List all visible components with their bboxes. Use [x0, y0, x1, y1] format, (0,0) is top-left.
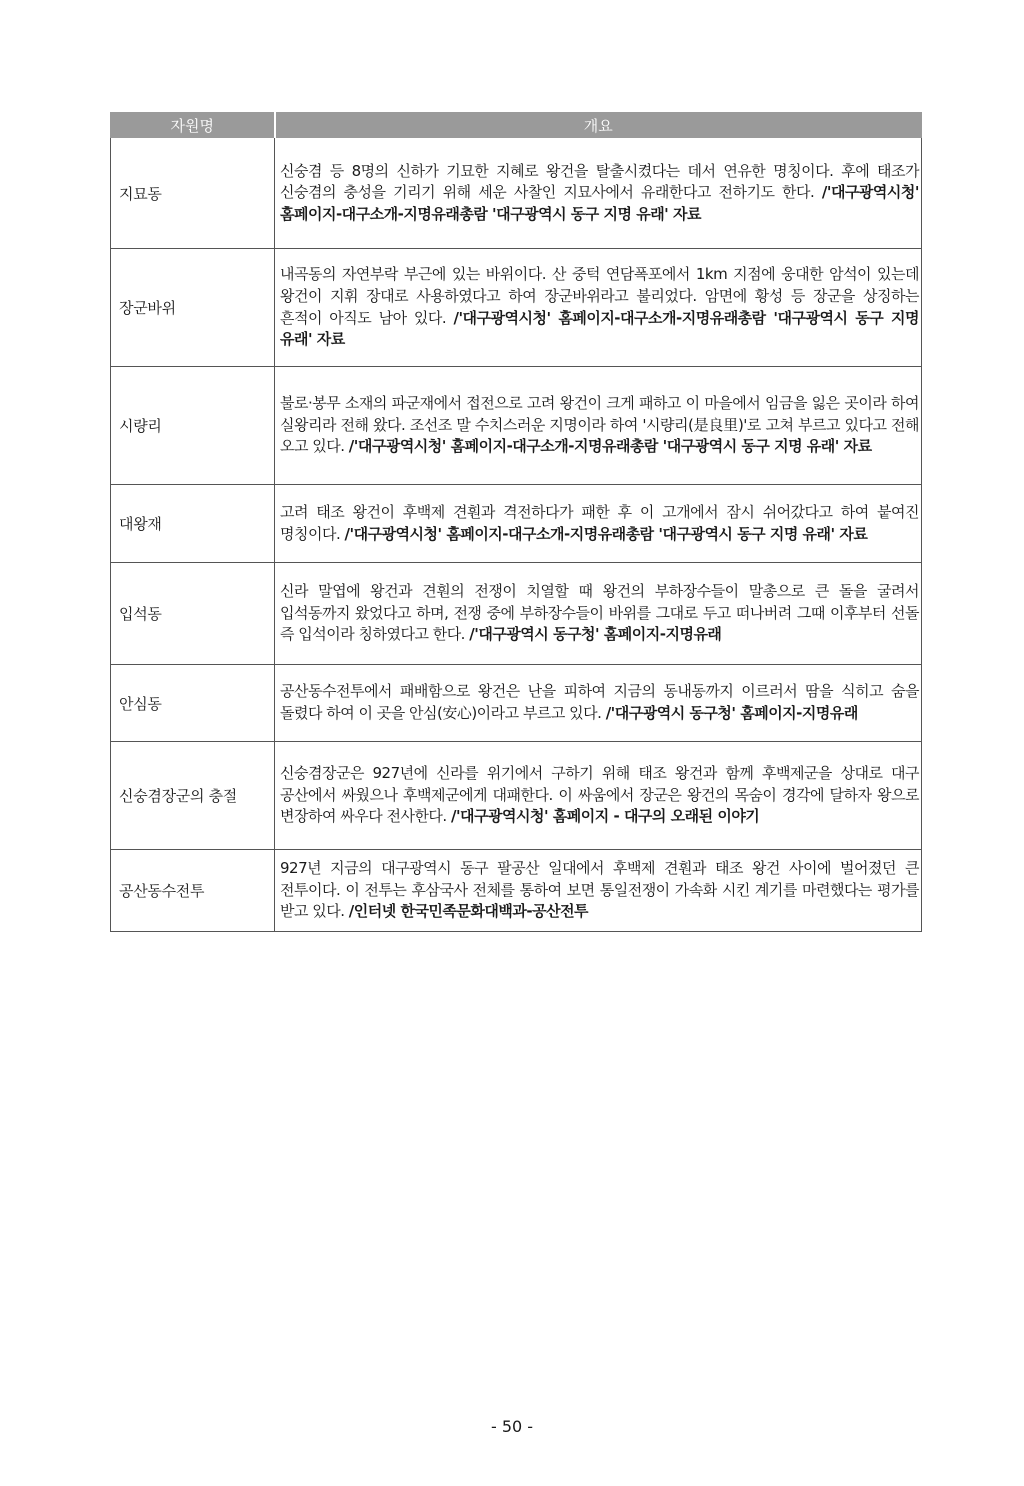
table-row — [111, 563, 922, 665]
resource-table — [110, 112, 922, 932]
table-header-row — [111, 113, 922, 138]
source-citation: /'대구광역시 동구청' 홈페이지-지명유래 — [605, 704, 858, 722]
table-row — [111, 485, 922, 563]
resource-name: 입석동 — [111, 563, 275, 665]
page-number: - 50 - — [490, 1417, 534, 1436]
overview-text: 불로·봉무 소재의 파군재에서 접전으로 고려 왕건이 크게 패하고 이 마을에서 임금을 잃은 곳이라 하여 실왕리라 전해 왔다. 조선조 말 수치스러운 지명이라 하여 '시량리(是良里)'로 고쳐 부르고 있다고 전해 오고 있다. — [280, 394, 919, 456]
resource-overview — [275, 563, 922, 665]
header-overview: 개요 — [275, 113, 922, 138]
source-citation: /'대구광역시청' 홈페이지-대구소개-지명유래총람 '대구광역시 동구 지명 유래' 자료 — [344, 524, 868, 543]
overview-text: 공산동수전투에서 패배함으로 왕건은 난을 피하여 지금의 동내동까지 이르러서 땀을 식히고 숨을 돌렸다 하여 이 곳을 안심(安心)이라고 부르고 있다. — [280, 682, 919, 722]
resource-name: 공산동수전투 — [111, 850, 275, 932]
source-citation: /'대구광역시 동구청' 홈페이지-지명유래 — [469, 625, 722, 644]
overview-text: 고려 태조 왕건이 후백제 견훤과 격전하다가 패한 후 이 고개에서 잠시 쉬어갔다고 하여 붙여진 명칭이다. — [280, 502, 919, 543]
resource-overview — [275, 138, 922, 249]
table-row — [111, 138, 922, 249]
source-citation: /'대구광역시청' 홈페이지-대구소개-지명유래총람 '대구광역시 동구 지명 유래' 자료 — [280, 183, 919, 223]
overview-text: 내곡동의 자연부락 부근에 있는 바위이다. 산 중턱 연담폭포에서 1km 지점에 웅대한 암석이 있는데 왕건이 지휘 장대로 사용하였다고 하여 장군바위라고 불리었다. 암면에 황성 등 장군을 상징하는 흔적이 아직도 남아 있다. — [280, 265, 919, 327]
resource-name: 시량리 — [111, 367, 275, 485]
table-row — [111, 249, 922, 367]
resource-name: 신숭겸장군의 충절 — [111, 742, 275, 850]
table-row — [111, 742, 922, 850]
resource-name: 지묘동 — [111, 138, 275, 249]
resource-name: 안심동 — [111, 665, 275, 742]
resource-overview — [275, 485, 922, 563]
resource-overview — [275, 665, 922, 742]
table-row — [111, 850, 922, 932]
overview-text: 신라 말엽에 왕건과 견훤의 전쟁이 치열할 때 왕건의 부하장수들이 말총으로 큰 돌을 굴려서 입석동까지 왔었다고 하며, 전쟁 중에 부하장수들이 바위를 그대로 두고 떠나버려 그때 이후부터 선돌 즉 입석이라 칭하였다고 한다. — [280, 582, 919, 644]
resource-name: 대왕재 — [111, 485, 275, 563]
table-row — [111, 665, 922, 742]
resource-overview — [275, 249, 922, 367]
source-citation: /'대구광역시청' 홈페이지-대구소개-지명유래총람 '대구광역시 동구 지명 유래' 자료 — [280, 308, 919, 349]
header-resource-name: 자원명 — [111, 113, 275, 138]
overview-text: 927년 지금의 대구광역시 동구 팔공산 일대에서 후백제 견훤과 태조 왕건 사이에 벌어졌던 큰 전투이다. 이 전투는 후삼국사 전체를 통하여 보면 통일전쟁이 가속화 시킨 계기를 마련했다는 평가를 받고 있다. — [280, 859, 919, 921]
resource-name: 장군바위 — [111, 249, 275, 367]
overview-text: 신숭겸장군은 927년에 신라를 위기에서 구하기 위해 태조 왕건과 함께 후백제군을 상대로 대구 공산에서 싸웠으나 후백제군에게 대패한다. 이 싸움에서 장군은 왕건의 목숨이 경각에 달하자 왕으로 변장하여 싸우다 전사한다. — [280, 764, 919, 826]
resource-overview — [275, 850, 922, 932]
overview-text: 신숭겸 등 8명의 신하가 기묘한 지혜로 왕건을 탈출시켰다는 데서 연유한 명칭이다. 후에 태조가 신숭겸의 충성을 기리기 위해 세운 사찰인 지묘사에서 유래한다고 전하기도 한다. — [280, 161, 919, 202]
table-row — [111, 367, 922, 485]
source-citation: /인터넷 한국민족문화대백과-공산전투 — [348, 902, 589, 921]
source-citation: /'대구광역시청' 홈페이지 - 대구의 오래된 이야기 — [450, 807, 760, 826]
resource-overview — [275, 367, 922, 485]
source-citation: /'대구광역시청' 홈페이지-대구소개-지명유래총람 '대구광역시 동구 지명 유래' 자료 — [348, 437, 872, 456]
resource-overview — [275, 742, 922, 850]
